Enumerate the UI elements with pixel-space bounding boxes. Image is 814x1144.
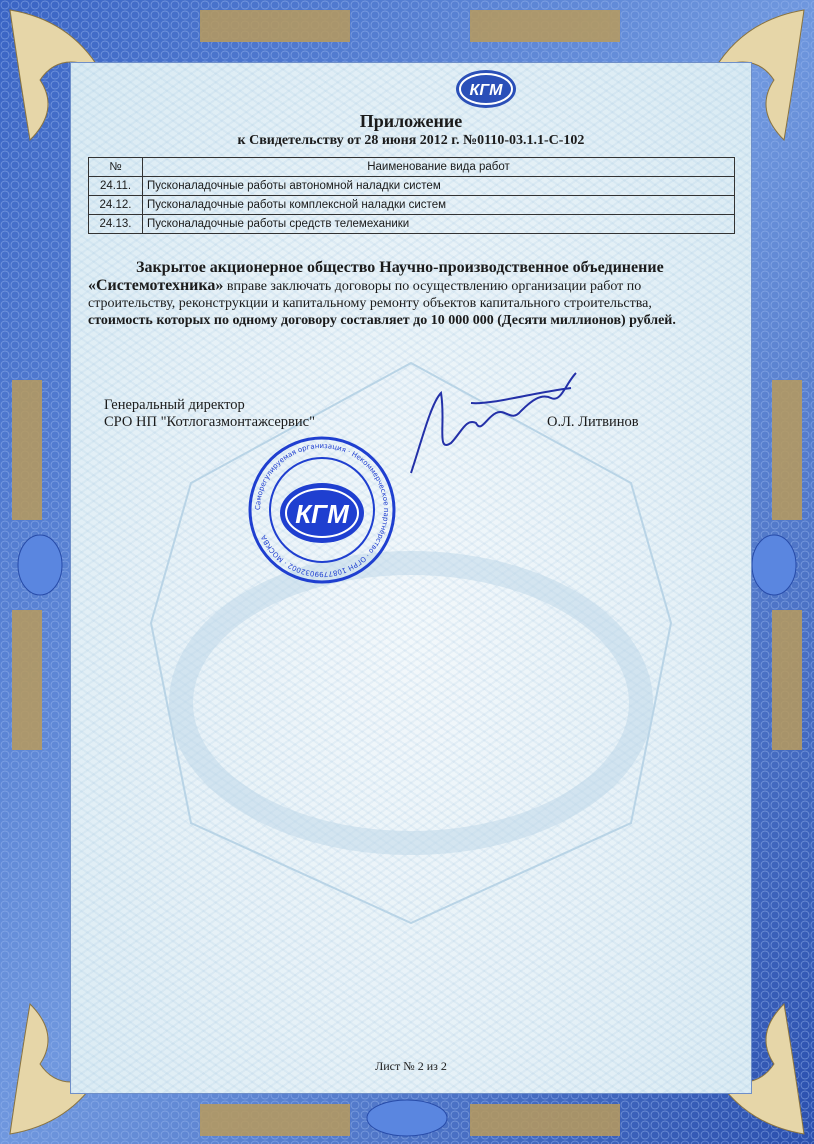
table-header-row (89, 158, 735, 177)
signatory-position (104, 397, 315, 431)
cost-limit-text: стоимость которых по одному договору составляет до 10 000 000 (Десяти миллионов) рублей. (88, 313, 676, 328)
document-title: Приложение (359, 111, 463, 131)
row-work-name: Пусконаладочные работы автономной наладки систем (143, 177, 735, 196)
document-body (70, 62, 752, 1094)
handwritten-signature (391, 363, 581, 483)
column-header-number: № (89, 158, 143, 177)
row-work-name: Пусконаладочные работы средств телемеханики (143, 215, 735, 234)
row-number: 24.12. (89, 196, 143, 215)
svg-text:КГМ: КГМ (295, 499, 349, 529)
svg-text:КГМ: КГМ (469, 82, 503, 99)
page-number: Лист № 2 из 2 (375, 1059, 447, 1073)
position-line-2: СРО НП "Котлогазмонтажсервис" (104, 414, 316, 430)
organization-name: Закрытое акционерное общество Научно-производственное объединение «Системотехника» (88, 259, 664, 294)
kgm-logo (454, 69, 518, 109)
row-work-name: Пусконаладочные работы комплексной наладки систем (143, 196, 735, 215)
permission-paragraph (88, 259, 718, 329)
table-row (89, 196, 735, 215)
svg-text:Саморегулируемая организация ·: Саморегулируемая организация · Некоммерческое партнёрство · ОГРН 1087799032002 · МОСКВА (253, 441, 391, 579)
table-row (89, 177, 735, 196)
position-line-1: Генеральный директор (104, 397, 245, 413)
permission-text: вправе заключать договоры по осуществлению организации работ по строительству, реконструкции и капитальному ремонту объектов капитального строительства, (88, 279, 652, 311)
column-header-name: Наименование вида работ (143, 158, 735, 177)
document-subtitle: к Свидетельству от 28 июня 2012 г. №0110-03.1.1-С-102 (237, 133, 585, 148)
row-number: 24.11. (89, 177, 143, 196)
row-number: 24.13. (89, 215, 143, 234)
official-stamp (247, 435, 397, 585)
table-row (89, 215, 735, 234)
signatory-name: О.Л. Литвинов (547, 414, 639, 430)
works-table (88, 157, 735, 234)
